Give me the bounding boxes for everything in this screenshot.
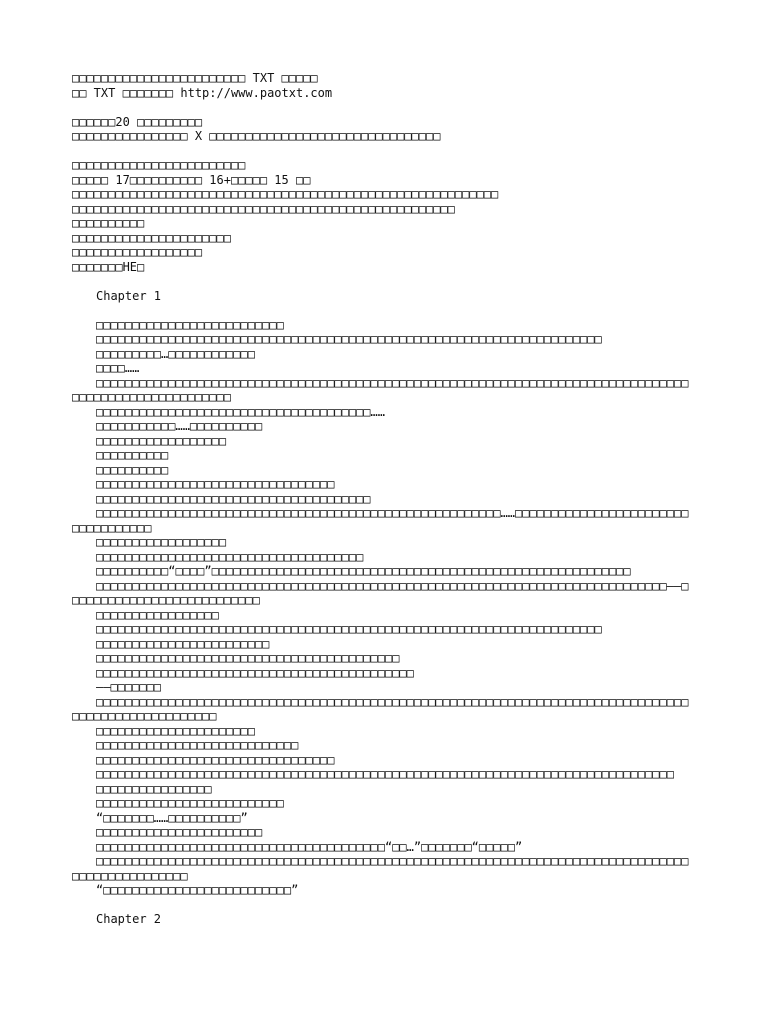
paragraph: □□□□□□□□□□□□□□□□□□□□□□□□□□□□□□□□□□□□□□□□□□□□□□□□□□□□□□□□□□□□□□□□□□□□□□□□□□□□□□□□□□□□□□□□□□□□□□□□□□□□□□: [72, 694, 689, 723]
intro-line: □□□□□□□□□□□□□□□□ X □□□□□□□□□□□□□□□□□□□□□□□□□□□□□□□□: [72, 129, 441, 143]
paragraph: □□□□□□□□□□□□□□□□□□□□□□□: [96, 825, 263, 839]
spacer: [72, 274, 694, 289]
spacer: [72, 303, 694, 318]
intro-line: □□□□□□□HE□: [72, 259, 145, 274]
intro-line: □□□□□□□□□□□□□□□□□□□□□□□□: [72, 158, 246, 172]
paragraph: □□□□□□□□□□□□□□□□□□□□□□□□□□□□□□□□□□□□□□□□“□□…”□□□□□□□“□□□□□”: [96, 839, 523, 854]
header-url-line: □□ TXT □□□□□□□ http://www.paotxt.com: [72, 85, 333, 100]
intro-line: □□□□□□□□□□: [72, 216, 145, 230]
paragraph: □□□□□□□□□□□□□□□□□□□□□□□□□□□□□□□□□□□□□□: [96, 491, 371, 506]
header-line: □□□□□□□□□□□□□□□□□□□□□□□□ TXT □□□□□: [72, 71, 318, 85]
paragraph: □□□□□□□□□□□□□□□□□□□□□□□□□□□□□□□□□□□□□□□□□□□□□□□□□□□□□□□□□□□□□□□□□□□□□□: [96, 332, 602, 346]
intro-block-1: [72, 115, 694, 144]
spacer: [72, 898, 694, 913]
paragraph: □□□□□□□□□□□□□□□□□□□□□□□□□□□□□□□□□: [96, 752, 335, 767]
paragraph: □□□□□□□□□□“□□□□”□□□□□□□□□□□□□□□□□□□□□□□□□□□□□□□□□□□□□□□□□□□□□□□□□□□□□□□□□□: [96, 564, 631, 578]
paragraph: □□□□□□□□□□□□□□□□□□□□□□□□□□□□□□□□□: [96, 477, 335, 491]
paragraph: □□□□……: [96, 361, 140, 375]
paragraph: □□□□□□□□□□□□□□□□□□□□□□□□□□□□□□□□□□□□□□□□□□□□□□□□□□□□□□□□……□□□□□□□□□□□□□□□□□□□□□□□□□□□□□□□□□□□: [72, 506, 689, 535]
header-block: [72, 71, 694, 100]
paragraph: “□□□□□□□□□□□□□□□□□□□□□□□□□□”: [96, 883, 299, 897]
paragraph: □□□□□□□□□…□□□□□□□□□□□□: [96, 346, 255, 361]
paragraph: □□□□□□□□□□□□□□□□□□□□□□□□□□: [96, 317, 284, 332]
paragraph: □□□□□□□□□□□□□□□□□□: [96, 535, 227, 549]
paragraph: □□□□□□□□□□□□□□□□□□□□□□□□: [96, 636, 270, 651]
chapter-2-heading: Chapter 2: [96, 912, 162, 926]
paragraph: □□□□□□□□□□□□□□□□□□□□□□□□□□□□□□□□□□□□□□□□□□□□□□□□□□□□□□□□□□□□□□□□□□□□□□□□□□□□□□□——□□□□□□□□□□□□□□□□□□□□□□□□□□□: [72, 578, 689, 607]
paragraph: □□□□□□□□□□□□□□□□: [96, 781, 212, 796]
paragraph: □□□□□□□□□□: [96, 462, 169, 477]
paragraph: □□□□□□□□□□□□□□□□□□□□□□□□□□□□□□□□□□□□□□□□□□□□□□□□□□□□□□□□□□□□□□□□□□□□□□□□□□□□□□□□□□□□□□□□□□□□□□□□□□: [72, 854, 689, 883]
spacer: [72, 100, 694, 115]
intro-line: □□□□□ 17□□□□□□□□□□ 16+□□□□□ 15 □□: [72, 172, 311, 187]
paragraph: □□□□□□□□□□□□□□□□□□□□□□: [96, 723, 255, 738]
paragraph: □□□□□□□□□□□□□□□□□□□□□□□□□□□□□□□□□□□□□: [96, 549, 364, 564]
intro-line: □□□□□□□□□□□□□□□□□□: [72, 245, 203, 259]
paragraph: □□□□□□□□□□□□□□□□□□□□□□□□□□□□□□□□□□□□□□□□□□□□□□□□□□□□□□□□□□□□□□□□□□□□□□: [96, 622, 602, 636]
paragraph: □□□□□□□□□□□□□□□□□□□□□□□□□□□□: [96, 738, 299, 752]
paragraph: “□□□□□□□……□□□□□□□□□□”: [96, 810, 248, 825]
paragraph: □□□□□□□□□□□……□□□□□□□□□□: [96, 419, 263, 433]
intro-line: □□□□□□□□□□□□□□□□□□□□□□: [72, 230, 231, 245]
paragraph: □□□□□□□□□□□□□□□□□□□□□□□□□□□□□□□□□□□□□□□□□□□□□□□□□□□□□□□□□□□□□□□□□□□□□□□□□□□□□□□□: [96, 767, 674, 781]
spacer: [72, 144, 694, 159]
paragraph: □□□□□□□□□□□□□□□□□□□□□□□□□□□□□□□□□□□□□□……: [96, 404, 385, 419]
paragraph: □□□□□□□□□□□□□□□□□□□□□□□□□□□□□□□□□□□□□□□□□□□□□□□□□□□□□□□□□□□□□□□□□□□□□□□□□□□□□□□□□□□□□□□□□□□□□□□□□□□□□□□□: [72, 375, 689, 404]
paragraph: ——□□□□□□□: [96, 680, 162, 694]
intro-line: □□□□□□20 □□□□□□□□□: [72, 114, 203, 129]
paragraph: □□□□□□□□□□: [96, 448, 169, 462]
intro-block-2: [72, 158, 694, 274]
document-body: [72, 71, 694, 927]
intro-line: □□□□□□□□□□□□□□□□□□□□□□□□□□□□□□□□□□□□□□□□□□□□□□□□□□□□□□□□□□□: [72, 187, 499, 201]
paragraph: □□□□□□□□□□□□□□□□□□□□□□□□□□□□□□□□□□□□□□□□□□: [96, 651, 400, 665]
chapter-1-heading: Chapter 1: [96, 288, 162, 303]
paragraph: □□□□□□□□□□□□□□□□□□: [96, 433, 227, 448]
paragraph: □□□□□□□□□□□□□□□□□□□□□□□□□□□□□□□□□□□□□□□□□□□□: [96, 665, 414, 680]
intro-line: □□□□□□□□□□□□□□□□□□□□□□□□□□□□□□□□□□□□□□□□□□□□□□□□□□□□□: [72, 201, 455, 216]
paragraph: □□□□□□□□□□□□□□□□□: [96, 607, 219, 622]
chapter-1-body: [72, 318, 694, 898]
paragraph: □□□□□□□□□□□□□□□□□□□□□□□□□□: [96, 796, 284, 810]
